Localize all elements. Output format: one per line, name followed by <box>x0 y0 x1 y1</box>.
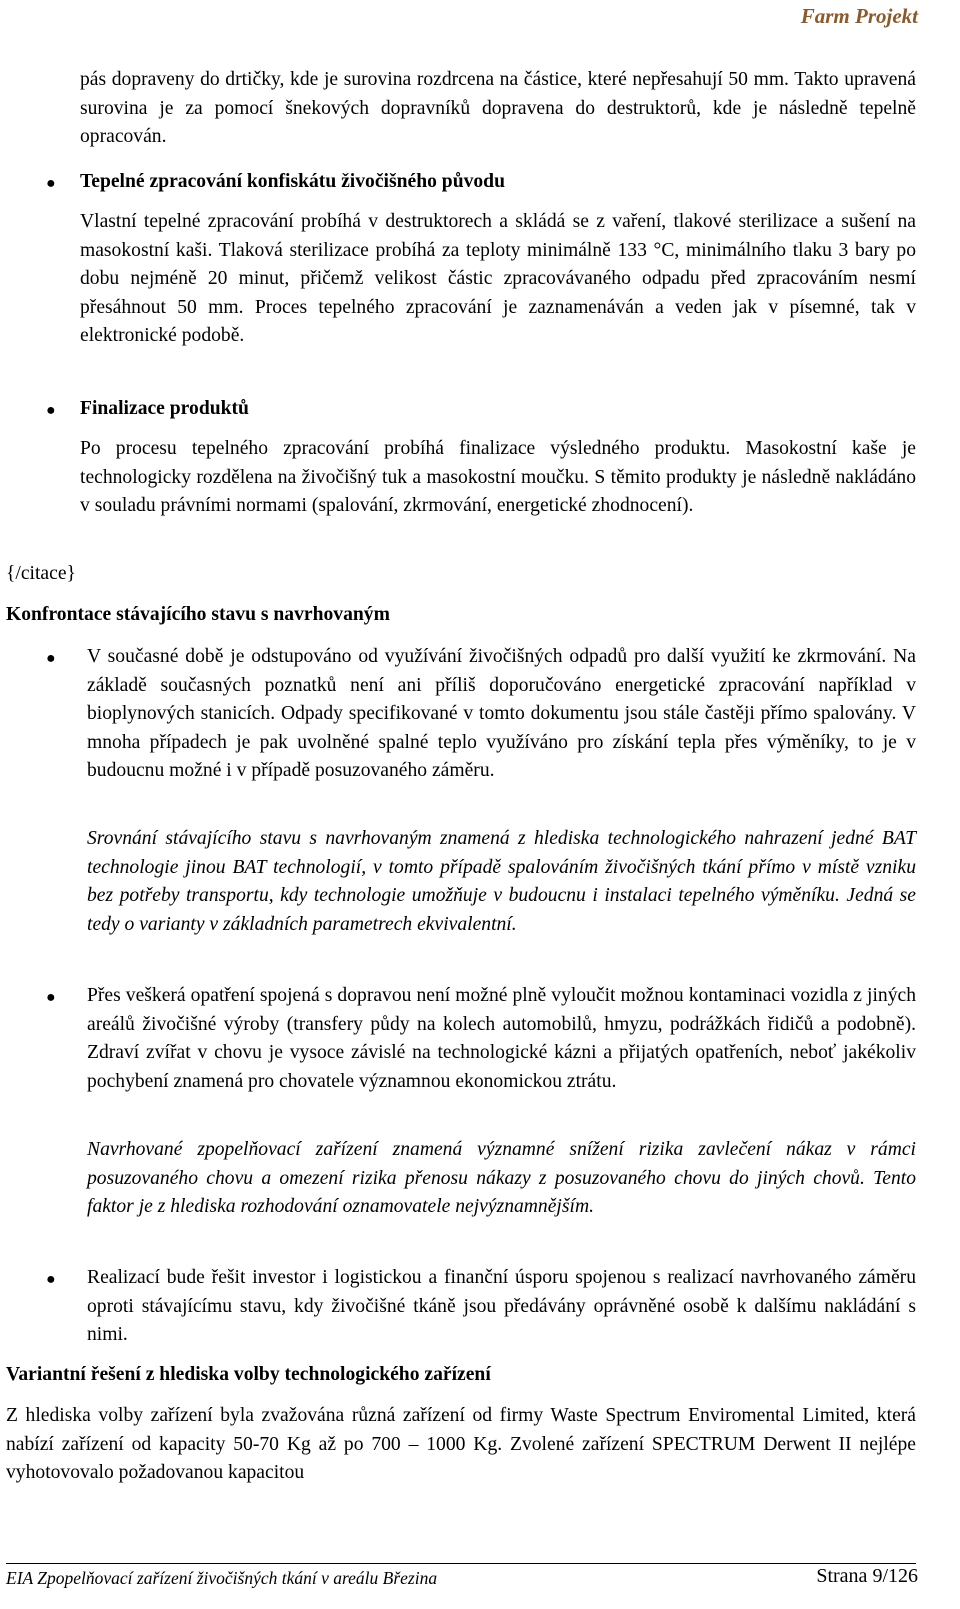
variantni-paragraph <box>6 1402 916 1488</box>
konfrontace-item-1 <box>87 643 916 786</box>
konfrontace-item-3-text: Realizací bude řešit investor i logistickou a finanční úsporu spojenou s realizací navrhovaného záměru oproti stávajícímu stavu, kdy živočišné tkáně jsou předávány oprávněné osobě k dalšímu nakládání s nimi. <box>87 1267 916 1346</box>
finalizace-text: Po procesu tepelného zpracování probíhá finalizace výsledného produktu. Masokostní kaše je technologicky rozdělena na živočišný tuk a masokostní moučku. S těmito produkty je následně nakládáno v souladu právními normami (spalování, zkrmování, energetické zhodnocení). <box>80 438 916 517</box>
heading-finalizace: Finalizace produktů <box>80 398 249 419</box>
bullet-icon: ● <box>46 402 56 419</box>
tepelne-text: Vlastní tepelné zpracování probíhá v destruktorech a skládá se z vaření, tlakové sterilizace a sušení na masokostní kaši. Tlaková sterilizace probíhá za teploty minimálně 133 °C, minimálního tlaku 3 bary po dobu nejméně 20 minut, přičemž velikost částic zpracovávaného odpadu před zpracováním nesmí přesáhnout 50 mm. Proces tepelného zpracování je zaznamenáván a veden jak v písemné, tak v elektronické podobě. <box>80 211 916 347</box>
konfrontace-item-2-italic-text: Navrhované zpopelňovací zařízení znamená významné snížení rizika zavlečení nákaz v rámci posuzovaného chovu a omezení rizika přenosu nákazy z posuzovaného chovu do jiných chovů. Tento faktor je z hlediska rozhodování oznamovatele nejvýznamnějším. <box>87 1139 916 1218</box>
tepelne-paragraph <box>80 208 916 351</box>
konfrontace-item-2 <box>87 982 916 1096</box>
konfrontace-item-3 <box>87 1264 916 1350</box>
konfrontace-item-1-italic <box>87 825 916 939</box>
konfrontace-item-2-text: Přes veškerá opatření spojená s dopravou není možné plně vyloučit možnou kontaminaci vozidla z jiných areálů živočišné výroby (transfery půdy na kolech automobilů, hmyzu, podrážkách řidičů a podobně). Zdraví zvířat v chovu je vysoce závislé na technologické kázni a přijatých opatřeních, neboť jakékoliv pochybení znamená pro chovatele významnou ekonomickou ztrátu. <box>87 985 916 1092</box>
citace-end-tag: {/citace} <box>6 563 76 584</box>
bullet-icon: ● <box>46 175 56 192</box>
heading-variantni: Variantní řešení z hlediska volby technologického zařízení <box>6 1364 491 1385</box>
footer-divider <box>6 1563 916 1564</box>
konfrontace-item-1-italic-text: Srovnání stávajícího stavu s navrhovaným znamená z hlediska technologického nahrazení jedné BAT technologie jinou BAT technologií, v tomto případě spalováním živočišných tkání přímo v místě vzniku bez potřeby transportu, kdy technologie umožňuje v budoucnu i instalaci tepelného výměníku. Jedná se tedy o varianty v základních parametrech ekvivalentní. <box>87 828 916 935</box>
finalizace-paragraph <box>80 435 916 521</box>
bullet-icon: ● <box>46 650 56 667</box>
konfrontace-item-2-italic <box>87 1136 916 1222</box>
intro-paragraph <box>80 66 916 152</box>
intro-text: pás dopraveny do drtičky, kde je surovina rozdrcena na částice, které nepřesahují 50 mm. Takto upravená surovina je za pomocí šnekových dopravníků dopravena do destruktorů, kde je následně tepelně opracován. <box>80 69 916 148</box>
header-title: Farm Projekt <box>800 4 918 28</box>
konfrontace-item-1-text: V současné době je odstupováno od využívání živočišných odpadů pro další využití ke zkrmování. Na základě současných poznatků není ani příliš doporučováno energetické zpracování například v bioplynových stanicích. Odpady specifikované v tomto dokumentu jsou stále častěji přímo spalovány. V mnoha případech je pak uvolněné spalné teplo využíváno pro získání tepla přes výměníky, to je v budoucnu možné i v případě posuzovaného záměru. <box>87 646 916 782</box>
heading-konfrontace: Konfrontace stávajícího stavu s navrhovaným <box>6 604 390 625</box>
bullet-icon: ● <box>46 1271 56 1288</box>
heading-tepelne: Tepelné zpracování konfiskátu živočišného původu <box>80 171 505 192</box>
footer-page-number: Strana 9/126 <box>816 1565 918 1587</box>
bullet-icon: ● <box>46 989 56 1006</box>
variantni-text: Z hlediska volby zařízení byla zvažována různá zařízení od firmy Waste Spectrum Enviromental Limited, která nabízí zařízení od kapacity 50-70 Kg až po 700 – 1000 Kg. Zvolené zařízení SPECTRUM Derwent II nejlépe vyhotovovalo požadovanou kapacitou <box>6 1405 916 1484</box>
footer-document-title: EIA Zpopelňovací zařízení živočišných tkání v areálu Březina <box>6 1568 438 1588</box>
